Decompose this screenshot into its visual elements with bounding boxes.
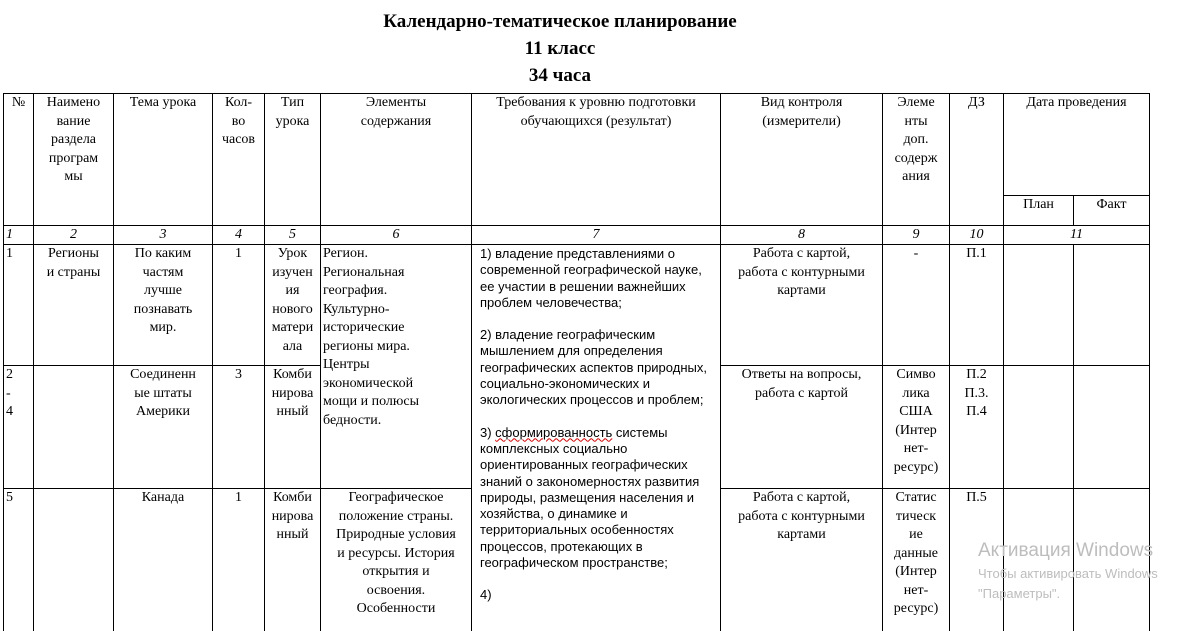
header-hours: Кол- во часов xyxy=(213,94,265,226)
header-fact: Факт xyxy=(1074,196,1150,226)
row-control: Работа с картой, работа с контурными картами xyxy=(721,489,883,631)
column-number: 10 xyxy=(950,226,1004,245)
row-control: Ответы на вопросы, работа с картой xyxy=(721,366,883,489)
table-row xyxy=(4,245,1150,366)
column-number: 5 xyxy=(265,226,321,245)
title-line-3: 34 часа xyxy=(528,65,592,86)
row-section xyxy=(34,366,114,489)
row-elements: Географическое положение страны. Природные условия и ресурсы. История открытия и освоения. Особенности xyxy=(321,489,472,631)
row-topic: По каким частям лучше познавать мир. xyxy=(114,245,213,366)
document-title xyxy=(0,8,1120,89)
column-number: 6 xyxy=(321,226,472,245)
title-line-1: Календарно-тематическое планирование xyxy=(383,11,737,32)
column-number: 1 xyxy=(4,226,34,245)
requirement-item: 1) владение представлениями о современной географической науке, ее участии в решении важнейших проблем человечества; xyxy=(480,246,702,310)
header-section: Наимено вание раздела програм мы xyxy=(34,94,114,226)
header-num: № xyxy=(4,94,34,226)
row-hw: П.2 П.3. П.4 xyxy=(950,366,1004,489)
row-topic: Соединенн ые штаты Америки xyxy=(114,366,213,489)
row-plan xyxy=(1004,245,1074,366)
header-type: Тип урока xyxy=(265,94,321,226)
row-type: Комби нирова нный xyxy=(265,366,321,489)
elements-text: Регион. Региональная география. Культурно- исторические регионы мира. Центры экономической мощи и полюсы бедности. xyxy=(323,246,419,428)
requirement-item: 2) владение географическим мышлением для определения географических аспектов природных, социально-экономических и экологических процессов и проблем; xyxy=(480,327,707,408)
column-number: 2 xyxy=(34,226,114,245)
header-control: Вид контроля (измерители) xyxy=(721,94,883,226)
row-extra: - xyxy=(883,245,950,366)
row-plan xyxy=(1004,366,1074,489)
header-extra: Элеме нты доп. содерж ания xyxy=(883,94,950,226)
row-extra: Статис тическ ие данные (Интер нет- ресурс) xyxy=(883,489,950,631)
row-type: Урок изучен ия нового матери ала xyxy=(265,245,321,366)
spellcheck-underline: сформированность xyxy=(495,424,613,440)
column-number: 9 xyxy=(883,226,950,245)
row-section: Регионы и страны xyxy=(34,245,114,366)
watermark-line-2: "Параметры". xyxy=(978,586,1061,601)
header-elements: Элементы содержания xyxy=(321,94,472,226)
row-type: Комби нирова нный xyxy=(265,489,321,631)
row-section xyxy=(34,489,114,631)
row-num: 5 xyxy=(4,489,34,631)
row-control: Работа с картой, работа с контурными картами xyxy=(721,245,883,366)
row-hours: 1 xyxy=(213,489,265,631)
row-requirements xyxy=(472,245,721,631)
row-num: 1 xyxy=(4,245,34,366)
row-extra: Симво лика США (Интер нет- ресурс) xyxy=(883,366,950,489)
column-number: 11 xyxy=(1004,226,1150,245)
watermark-line-1: Чтобы активировать Windows xyxy=(978,566,1158,581)
row-num: 2 - 4 xyxy=(4,366,34,489)
row-hw: П.5 xyxy=(950,489,1004,631)
title-line-2: 11 класс xyxy=(524,38,596,59)
header-requirements: Требования к уровню подготовки обучающихся (результат) xyxy=(472,94,721,226)
row-fact xyxy=(1074,366,1150,489)
planning-table xyxy=(3,93,1150,631)
requirement-item: 4) xyxy=(480,587,492,603)
row-hours: 1 xyxy=(213,245,265,366)
column-number: 4 xyxy=(213,226,265,245)
column-number: 8 xyxy=(721,226,883,245)
header-plan: План xyxy=(1004,196,1074,226)
row-fact xyxy=(1074,245,1150,366)
row-topic: Канада xyxy=(114,489,213,631)
column-number: 7 xyxy=(472,226,721,245)
row-elements xyxy=(321,245,472,489)
column-number-row xyxy=(4,226,1150,245)
header-row xyxy=(4,94,1150,196)
header-date: Дата проведения xyxy=(1004,94,1150,196)
row-fact xyxy=(1074,489,1150,631)
row-plan xyxy=(1004,489,1074,631)
watermark-title: Активация Windows xyxy=(978,540,1154,561)
requirement-item: 3) сформированность системы комплексных социально ориентированных географических знаний о закономерностях развития природы, размещения населения и хозяйства, о динамике и территориальных особенностях процессов, протекающих в географическом пространстве; xyxy=(480,424,700,571)
row-hw: П.1 xyxy=(950,245,1004,366)
row-hours: 3 xyxy=(213,366,265,489)
header-hw: ДЗ xyxy=(950,94,1004,226)
column-number: 3 xyxy=(114,226,213,245)
header-topic: Тема урока xyxy=(114,94,213,226)
